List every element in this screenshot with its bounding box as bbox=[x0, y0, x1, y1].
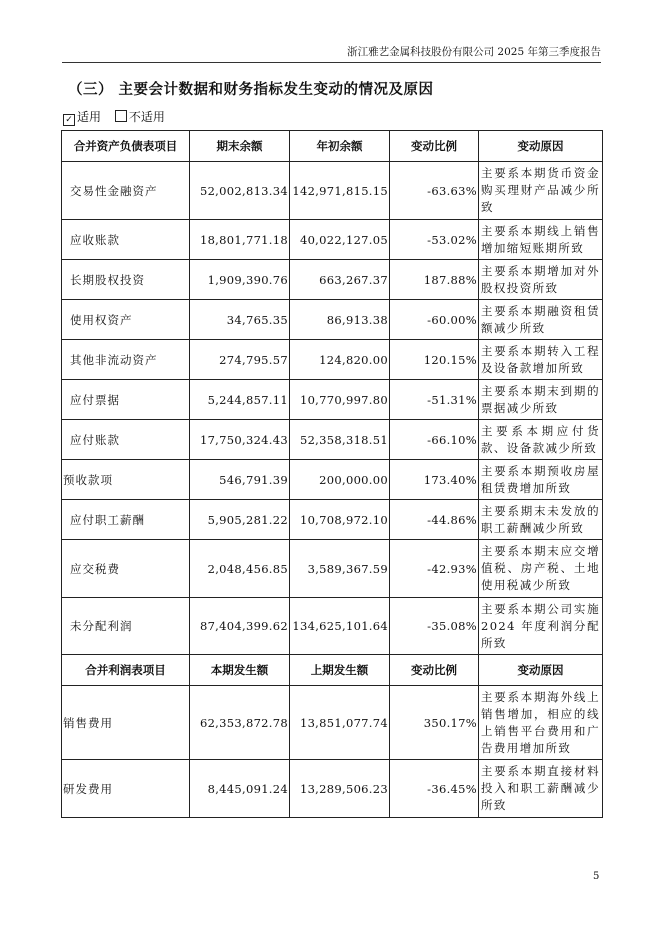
row-item: 其他非流动资产 bbox=[62, 340, 190, 380]
table-row bbox=[62, 540, 603, 598]
row-item: 预收款项 bbox=[62, 460, 190, 500]
row-begin: 52,358,318.51 bbox=[290, 420, 390, 460]
row-end: 546,791.39 bbox=[190, 460, 290, 500]
row-reason: 主要系本期海外线上销售增加，相应的线上销售平台费用和广告费用增加所致 bbox=[479, 686, 603, 760]
table-row bbox=[62, 260, 603, 300]
row-end: 5,244,857.11 bbox=[190, 380, 290, 420]
row-previous: 13,289,506.23 bbox=[290, 760, 390, 818]
income-header-ratio: 变动比例 bbox=[390, 655, 479, 686]
balance-header-begin: 年初余额 bbox=[290, 131, 390, 162]
balance-header-row bbox=[62, 131, 603, 162]
row-end: 17,750,324.43 bbox=[190, 420, 290, 460]
row-ratio: 120.15% bbox=[390, 340, 479, 380]
row-reason: 主要系本期应付货款、设备款减少所致 bbox=[479, 420, 603, 460]
row-end: 274,795.57 bbox=[190, 340, 290, 380]
applicability-options bbox=[63, 108, 175, 126]
row-ratio: -44.86% bbox=[390, 500, 479, 540]
row-begin: 10,770,997.80 bbox=[290, 380, 390, 420]
row-reason: 主要系本期增加对外股权投资所致 bbox=[479, 260, 603, 300]
row-end: 34,765.35 bbox=[190, 300, 290, 340]
row-reason: 主要系本期货币资金购买理财产品减少所致 bbox=[479, 162, 603, 220]
table-row bbox=[62, 686, 603, 760]
table-row bbox=[62, 162, 603, 220]
row-ratio: -53.02% bbox=[390, 220, 479, 260]
row-begin: 40,022,127.05 bbox=[290, 220, 390, 260]
row-item: 研发费用 bbox=[62, 760, 190, 818]
row-item: 交易性金融资产 bbox=[62, 162, 190, 220]
row-end: 52,002,813.34 bbox=[190, 162, 290, 220]
row-item: 使用权资产 bbox=[62, 300, 190, 340]
table-row bbox=[62, 460, 603, 500]
row-begin: 200,000.00 bbox=[290, 460, 390, 500]
table-row bbox=[62, 380, 603, 420]
row-end: 87,404,399.62 bbox=[190, 598, 290, 655]
balance-header-item: 合并资产负债表项目 bbox=[62, 131, 190, 162]
table-row bbox=[62, 340, 603, 380]
row-item: 应收账款 bbox=[62, 220, 190, 260]
income-header-row bbox=[62, 655, 603, 686]
not-applicable-checkbox[interactable] bbox=[115, 110, 127, 122]
row-begin: 3,589,367.59 bbox=[290, 540, 390, 598]
row-reason: 主要系本期直接材料投入和职工薪酬减少所致 bbox=[479, 760, 603, 818]
row-ratio: -63.63% bbox=[390, 162, 479, 220]
row-reason: 主要系本期线上销售增加缩短账期所致 bbox=[479, 220, 603, 260]
row-ratio: -60.00% bbox=[390, 300, 479, 340]
section-title: （三） 主要会计数据和财务指标发生变动的情况及原因 bbox=[68, 82, 434, 98]
table-row bbox=[62, 500, 603, 540]
page-number: 5 bbox=[593, 871, 600, 882]
row-reason: 主要系本期融资租赁额减少所致 bbox=[479, 300, 603, 340]
row-ratio: 350.17% bbox=[390, 686, 479, 760]
table-row bbox=[62, 598, 603, 655]
balance-header-end: 期末余额 bbox=[190, 131, 290, 162]
page-header: 浙江雅艺金属科技股份有限公司 2025 年第三季度报告 bbox=[62, 44, 601, 63]
row-ratio: 173.40% bbox=[390, 460, 479, 500]
row-reason: 主要系本期预收房屋租赁费增加所致 bbox=[479, 460, 603, 500]
row-current: 62,353,872.78 bbox=[190, 686, 290, 760]
applicable-checkbox[interactable]: ✓ bbox=[63, 114, 75, 126]
row-reason: 主要系本期末应交增值税、房产税、土地使用税减少所致 bbox=[479, 540, 603, 598]
income-header-item: 合并利润表项目 bbox=[62, 655, 190, 686]
row-ratio: 187.88% bbox=[390, 260, 479, 300]
row-ratio: -35.08% bbox=[390, 598, 479, 655]
balance-header-reason: 变动原因 bbox=[479, 131, 603, 162]
row-reason: 主要系本期转入工程及设备款增加所致 bbox=[479, 340, 603, 380]
row-previous: 13,851,077.74 bbox=[290, 686, 390, 760]
table-row bbox=[62, 760, 603, 818]
row-reason: 主要系本期公司实施2024 年度利润分配所致 bbox=[479, 598, 603, 655]
row-ratio: -42.93% bbox=[390, 540, 479, 598]
row-begin: 142,971,815.15 bbox=[290, 162, 390, 220]
table-row bbox=[62, 420, 603, 460]
row-item: 应付票据 bbox=[62, 380, 190, 420]
row-begin: 10,708,972.10 bbox=[290, 500, 390, 540]
table-row bbox=[62, 220, 603, 260]
income-header-previous: 上期发生额 bbox=[290, 655, 390, 686]
row-ratio: -66.10% bbox=[390, 420, 479, 460]
row-item: 长期股权投资 bbox=[62, 260, 190, 300]
row-current: 8,445,091.24 bbox=[190, 760, 290, 818]
row-end: 1,909,390.76 bbox=[190, 260, 290, 300]
table-row bbox=[62, 300, 603, 340]
row-begin: 124,820.00 bbox=[290, 340, 390, 380]
financial-changes-table bbox=[61, 130, 603, 818]
row-item: 应付账款 bbox=[62, 420, 190, 460]
row-reason: 主要系期末未发放的职工薪酬减少所致 bbox=[479, 500, 603, 540]
row-end: 2,048,456.85 bbox=[190, 540, 290, 598]
income-header-current: 本期发生额 bbox=[190, 655, 290, 686]
row-ratio: -51.31% bbox=[390, 380, 479, 420]
row-end: 5,905,281.22 bbox=[190, 500, 290, 540]
income-header-reason: 变动原因 bbox=[479, 655, 603, 686]
row-begin: 134,625,101.64 bbox=[290, 598, 390, 655]
row-item: 销售费用 bbox=[62, 686, 190, 760]
row-end: 18,801,771.18 bbox=[190, 220, 290, 260]
not-applicable-label: 不适用 bbox=[128, 110, 165, 124]
row-begin: 663,267.37 bbox=[290, 260, 390, 300]
row-begin: 86,913.38 bbox=[290, 300, 390, 340]
row-item: 未分配利润 bbox=[62, 598, 190, 655]
row-item: 应付职工薪酬 bbox=[62, 500, 190, 540]
row-item: 应交税费 bbox=[62, 540, 190, 598]
row-ratio: -36.45% bbox=[390, 760, 479, 818]
applicable-label: 适用 bbox=[77, 110, 102, 124]
balance-header-ratio: 变动比例 bbox=[390, 131, 479, 162]
row-reason: 主要系本期末到期的票据减少所致 bbox=[479, 380, 603, 420]
